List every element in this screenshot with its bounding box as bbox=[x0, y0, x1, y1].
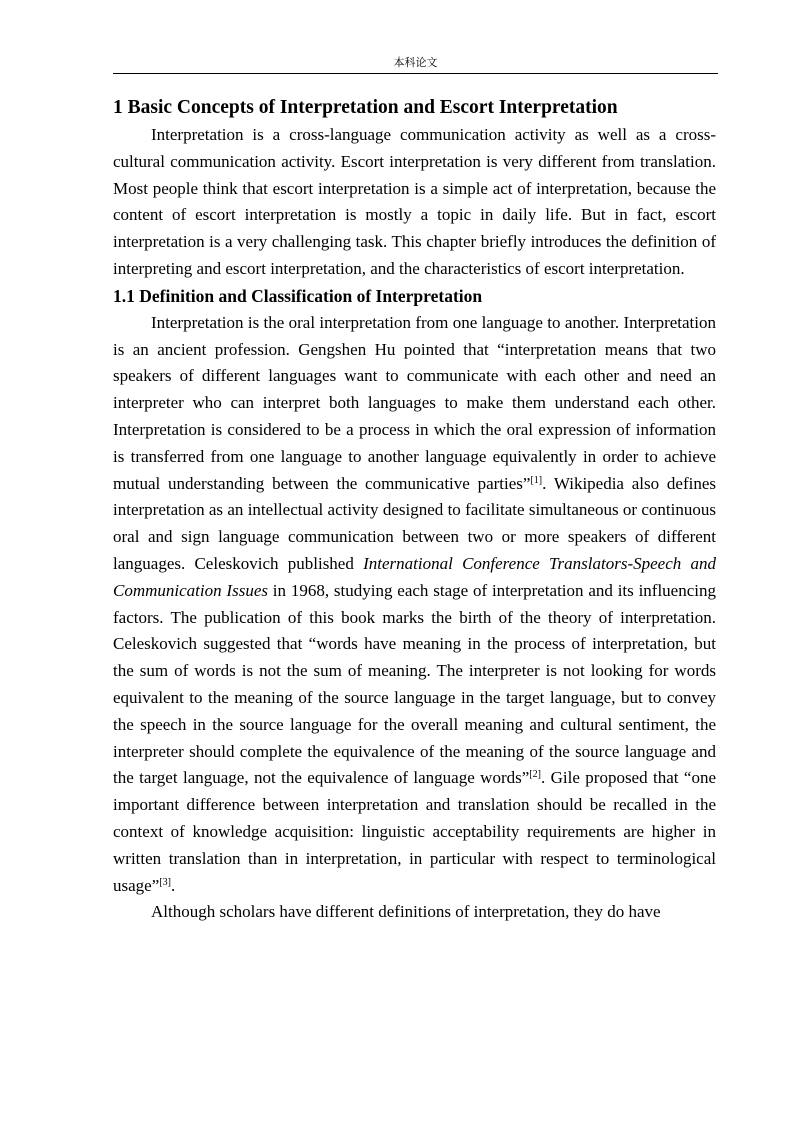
header-rule bbox=[113, 73, 718, 74]
text-run: Interpretation is the oral interpretation from one language to another. Interpretation is an ancient profession. Gengshen Hu pointed that “interpretation means that two speakers of different languages want to communicate with each other and need an interpreter who can interpret both languages to make them understand each other. Interpretation is considered to be a process in which the oral expression of information is transferred from one language to another language equivalently in order to achieve mutual understanding between the communicative parties” bbox=[113, 312, 716, 493]
section-1-1-paragraph-2: Although scholars have different definitions of interpretation, they do have bbox=[151, 902, 661, 922]
text-run: in 1968, studying each stage of interpretation and its influencing factors. The publication of this book marks the birth of the theory of interpretation. Celeskovich suggested that “words have meaning in the process of interpretation, but the sum of words is not the sum of meaning. The interpreter is not looking for words equivalent to the meaning of the source language in the target language, but to convey the speech in the source language for the overall meaning and cultural sentiment, the interpreter should complete the equivalence of the meaning of the source language and the target language, not the equivalence of language words” bbox=[113, 580, 716, 788]
page-body bbox=[113, 94, 716, 926]
text-run: . Gile proposed that “one important difference between interpretation and translation should be recalled in the context of knowledge acquisition: linguistic acceptability requirements are higher in written translation than in interpretation, in particular with respect to terminological usage” bbox=[113, 768, 716, 895]
page-header: 本科论文 bbox=[393, 56, 438, 69]
text-run: . Wikipedia also defines interpretation as an intellectual activity designed to facilitate simultaneous or continuous oral and sign language communication between two or more speakers of different languages. Celeskovich published bbox=[113, 473, 717, 573]
section-1-1-paragraph-1 bbox=[113, 310, 716, 900]
section-1-paragraph: Interpretation is a cross-language communication activity as well as a cross-cultural communication activity. Escort interpretation is very different from translation. Most people think that escort interpretation is a simple act of interpretation, because the content of escort interpretation is mostly a topic in daily life. But in fact, escort interpretation is a very challenging task. This chapter briefly introduces the definition of interpreting and escort interpretation, and the characteristics of escort interpretation. bbox=[113, 125, 716, 278]
text-run: . bbox=[170, 875, 176, 895]
citation-ref-3: [3] bbox=[159, 876, 171, 888]
citation-ref-1: [1] bbox=[530, 474, 543, 486]
citation-ref-2: [2] bbox=[529, 769, 541, 781]
section-1-heading: 1 Basic Concepts of Interpretation and Escort Interpretation bbox=[113, 97, 618, 118]
section-1-1-heading: 1.1 Definition and Classification of Interpretation bbox=[113, 285, 483, 306]
book-title: International Conference Translators-Speech and Communication Issues bbox=[113, 553, 717, 600]
